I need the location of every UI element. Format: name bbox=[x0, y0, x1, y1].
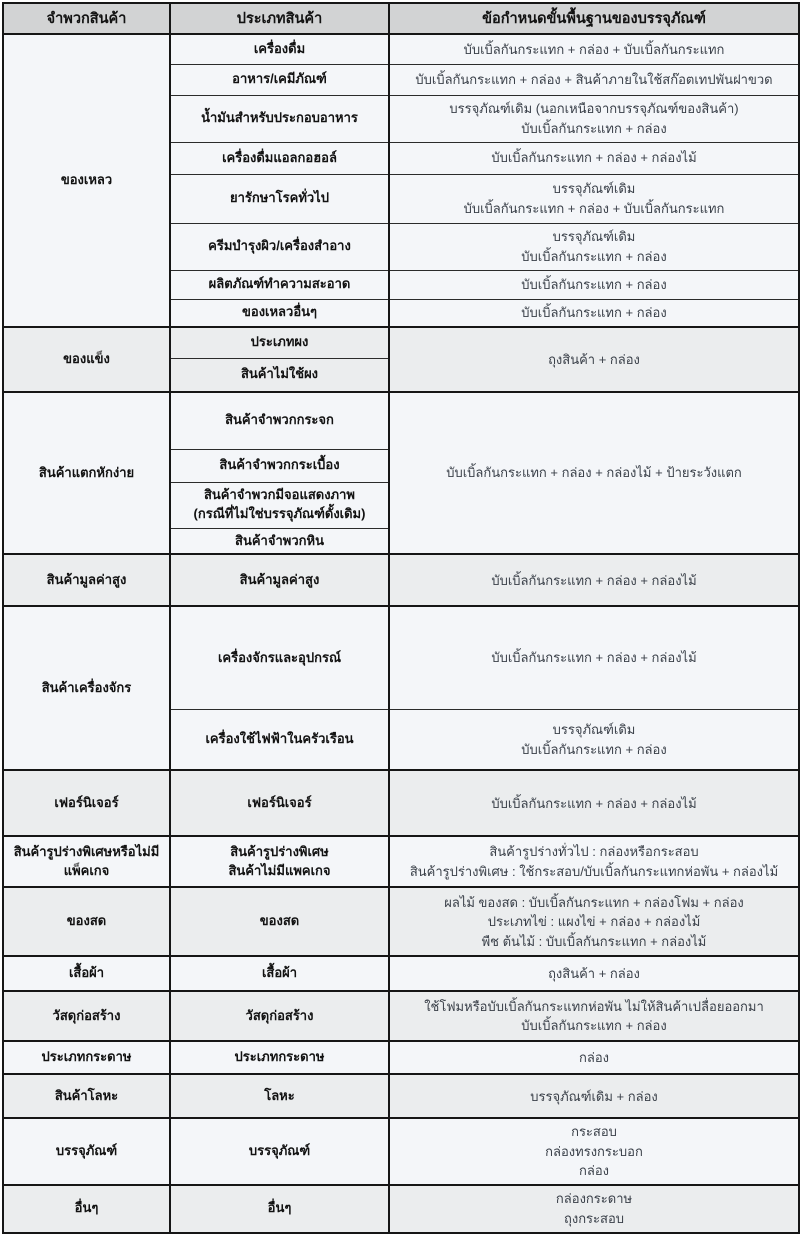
header-product-category: จำพวกสินค้า bbox=[3, 3, 170, 34]
category-cell: ของเหลว bbox=[3, 34, 170, 327]
cell-line: ถุงกระสอบ bbox=[563, 1210, 625, 1226]
cell-line: กล่องกระดาษ bbox=[555, 1191, 633, 1207]
cell-line: กล่อง bbox=[579, 1050, 609, 1066]
requirement-cell bbox=[389, 956, 799, 991]
table-header bbox=[3, 3, 799, 34]
table-row bbox=[3, 1118, 799, 1185]
type-cell: วัสดุก่อสร้าง bbox=[170, 991, 389, 1041]
table-row bbox=[3, 1041, 799, 1074]
cell-line: ถุงสินค้า + กล่อง bbox=[548, 966, 640, 982]
requirement-cell bbox=[389, 270, 799, 299]
header-product-type: ประเภทสินค้า bbox=[170, 3, 389, 34]
cell-line: กระสอบ bbox=[571, 1124, 617, 1140]
type-cell: ประเภทกระดาษ bbox=[170, 1041, 389, 1074]
type-cell: สินค้ามูลค่าสูง bbox=[170, 554, 389, 606]
cell-line: กล่อง bbox=[579, 1163, 609, 1179]
requirement-cell bbox=[389, 887, 799, 956]
requirement-cell bbox=[389, 95, 799, 142]
cell-line: บับเบิ้ลกันกระแทก + กล่อง bbox=[521, 248, 667, 264]
cell-line: สินค้าไม่มีแพคเกจ bbox=[228, 862, 331, 878]
cell-line: บับเบิ้ลกันกระแทก + กล่อง bbox=[521, 1018, 667, 1034]
category-cell: สินค้ารูปร่างพิเศษหรือไม่มีแพ็คเกจ bbox=[3, 836, 170, 887]
cell-line: บับเบิ้ลกันกระแทก + กล่อง bbox=[521, 741, 667, 757]
header-row bbox=[3, 3, 799, 34]
table-row bbox=[3, 554, 799, 606]
cell-line: ผลไม้ ของสด : บับเบิ้ลกันกระแทก + กล่องโฟม + กล่อง bbox=[444, 894, 744, 910]
type-cell: เครื่องใช้ไฟฟ้าในครัวเรือน bbox=[170, 709, 389, 770]
type-cell: สินค้าจำพวกหิน bbox=[170, 528, 389, 554]
table-row bbox=[3, 1185, 799, 1233]
requirement-cell bbox=[389, 392, 799, 554]
cell-line: สินค้ารูปร่างพิเศษ bbox=[230, 844, 329, 859]
cell-line: สินค้าจำพวกมีจอแสดงภาพ bbox=[203, 487, 355, 503]
cell-line: บับเบิ้ลกันกระแทก + กล่อง + สินค้าภายในใช้สก๊อตเทปพันฝาขวด bbox=[415, 71, 773, 87]
cell-line: บับเบิ้ลกันกระแทก + กล่อง + กล่องไม้ + ป้ายระวังแตก bbox=[446, 465, 742, 481]
type-cell: ยารักษาโรคทั่วไป bbox=[170, 174, 389, 223]
category-cell: ประเภทกระดาษ bbox=[3, 1041, 170, 1074]
cell-line: บรรจุภัณฑ์เดิม + กล่อง bbox=[530, 1088, 658, 1104]
table-row bbox=[3, 392, 799, 449]
type-cell: สินค้าจำพวกกระเบื้อง bbox=[170, 449, 389, 482]
cell-line: บรรจุภัณฑ์เดิม (นอกเหนือจากบรรจุภัณฑ์ของสินค้า) bbox=[449, 101, 739, 116]
type-cell: ของสด bbox=[170, 887, 389, 956]
requirement-cell bbox=[389, 709, 799, 770]
type-cell: เฟอร์นิเจอร์ bbox=[170, 770, 389, 836]
type-cell: ผลิตภัณฑ์ทำความสะอาด bbox=[170, 270, 389, 299]
category-cell: สินค้าเครื่องจักร bbox=[3, 606, 170, 770]
category-cell: สินค้าแตกหักง่าย bbox=[3, 392, 170, 554]
cell-line: บับเบิ้ลกันกระแทก + กล่อง bbox=[521, 305, 667, 320]
category-cell: เฟอร์นิเจอร์ bbox=[3, 770, 170, 836]
cell-line: กล่องทรงกระบอก bbox=[545, 1143, 643, 1159]
requirement-cell bbox=[389, 1118, 799, 1185]
table-row bbox=[3, 956, 799, 991]
requirement-cell bbox=[389, 554, 799, 606]
type-cell: สินค้าจำพวกกระจก bbox=[170, 392, 389, 449]
cell-line: ใช้โฟมหรือบับเบิ้ลกันกระแทกห่อพัน ไม่ให้สินค้าเปลื่อยออกมา bbox=[424, 998, 764, 1014]
requirement-cell bbox=[389, 770, 799, 836]
type-cell: เครื่องดื่มแอลกอฮอล์ bbox=[170, 142, 389, 174]
requirement-cell bbox=[389, 1074, 799, 1118]
requirement-cell bbox=[389, 991, 799, 1041]
cell-line: ถุงสินค้า + กล่อง bbox=[548, 351, 640, 367]
type-cell: น้ำมันสำหรับประกอบอาหาร bbox=[170, 95, 389, 142]
type-cell: ครีมบำรุงผิว/เครื่องสำอาง bbox=[170, 223, 389, 270]
requirement-cell bbox=[389, 34, 799, 64]
requirement-cell bbox=[389, 223, 799, 270]
cell-line: (กรณีที่ไม่ใช่บรรจุภัณฑ์ดั้งเดิม) bbox=[193, 506, 366, 521]
requirement-cell bbox=[389, 142, 799, 174]
cell-line: ประเภทไข่ : แผงไข่ + กล่อง + กล่องไม้ bbox=[487, 914, 701, 930]
category-cell: สินค้ามูลค่าสูง bbox=[3, 554, 170, 606]
cell-line: บับเบิ้ลกันกระแทก + กล่อง bbox=[521, 276, 667, 292]
table-row bbox=[3, 836, 799, 887]
cell-line: บับเบิ้ลกันกระแทก + กล่อง + กล่องไม้ bbox=[491, 150, 697, 166]
cell-line: บรรจุภัณฑ์เดิม bbox=[552, 181, 636, 196]
type-cell bbox=[170, 836, 389, 887]
requirement-cell bbox=[389, 174, 799, 223]
category-cell: เสื้อผ้า bbox=[3, 956, 170, 991]
category-cell: ของสด bbox=[3, 887, 170, 956]
table-row bbox=[3, 991, 799, 1041]
table-row bbox=[3, 1074, 799, 1118]
packaging-requirements-table bbox=[2, 2, 800, 1234]
type-cell: ของเหลวอื่นๆ bbox=[170, 299, 389, 327]
type-cell: สินค้าไม่ใช้ผง bbox=[170, 358, 389, 392]
category-cell: ของแข็ง bbox=[3, 327, 170, 392]
type-cell: โลหะ bbox=[170, 1074, 389, 1118]
cell-line: บรรจุภัณฑ์เดิม bbox=[552, 229, 636, 244]
category-cell: วัสดุก่อสร้าง bbox=[3, 991, 170, 1041]
cell-line: สินค้ารูปร่างพิเศษ : ใช้กระสอบ/บับเบิ้ลกันกระแทกห่อพัน + กล่องไม้ bbox=[409, 863, 779, 879]
table-row bbox=[3, 327, 799, 358]
cell-line: บับเบิ้ลกันกระแทก + กล่อง + กล่องไม้ bbox=[491, 650, 697, 666]
category-cell: สินค้าโลหะ bbox=[3, 1074, 170, 1118]
type-cell: เสื้อผ้า bbox=[170, 956, 389, 991]
cell-line: บับเบิ้ลกันกระแทก + กล่อง + บับเบิ้ลกันกระแทก bbox=[463, 200, 725, 216]
cell-line: พืช ต้นไม้ : บับเบิ้ลกันกระแทก + กล่องไม้ bbox=[481, 933, 707, 949]
cell-line: บับเบิ้ลกันกระแทก + กล่อง + บับเบิ้ลกันกระแทก bbox=[463, 41, 725, 57]
requirement-cell bbox=[389, 1185, 799, 1233]
table-row bbox=[3, 887, 799, 956]
cell-line: บับเบิ้ลกันกระแทก + กล่อง bbox=[521, 120, 667, 136]
requirement-cell bbox=[389, 606, 799, 709]
requirement-cell bbox=[389, 327, 799, 392]
table-row bbox=[3, 606, 799, 709]
cell-line: บับเบิ้ลกันกระแทก + กล่อง + กล่องไม้ bbox=[491, 795, 697, 811]
type-cell: อื่นๆ bbox=[170, 1185, 389, 1233]
type-cell: ประเภทผง bbox=[170, 327, 389, 358]
category-cell: บรรจุภัณฑ์ bbox=[3, 1118, 170, 1185]
requirement-cell bbox=[389, 299, 799, 327]
table-row bbox=[3, 770, 799, 836]
requirement-cell bbox=[389, 64, 799, 95]
header-packaging-requirement: ข้อกำหนดขั้นพื้นฐานของบรรจุภัณฑ์ bbox=[389, 3, 799, 34]
requirement-cell bbox=[389, 836, 799, 887]
requirement-cell bbox=[389, 1041, 799, 1074]
cell-line: สินค้ารูปร่างทั่วไป : กล่องหรือกระสอบ bbox=[489, 844, 699, 860]
table-row bbox=[3, 34, 799, 64]
cell-line: บับเบิ้ลกันกระแทก + กล่อง + กล่องไม้ bbox=[491, 572, 697, 588]
category-cell: อื่นๆ bbox=[3, 1185, 170, 1233]
type-cell: บรรจุภัณฑ์ bbox=[170, 1118, 389, 1185]
table-body bbox=[3, 34, 799, 1233]
cell-line: บรรจุภัณฑ์เดิม bbox=[552, 722, 636, 738]
type-cell: เครื่องจักรและอุปกรณ์ bbox=[170, 606, 389, 709]
type-cell bbox=[170, 482, 389, 528]
type-cell: เครื่องดื่ม bbox=[170, 34, 389, 64]
type-cell: อาหาร/เคมีภัณฑ์ bbox=[170, 64, 389, 95]
